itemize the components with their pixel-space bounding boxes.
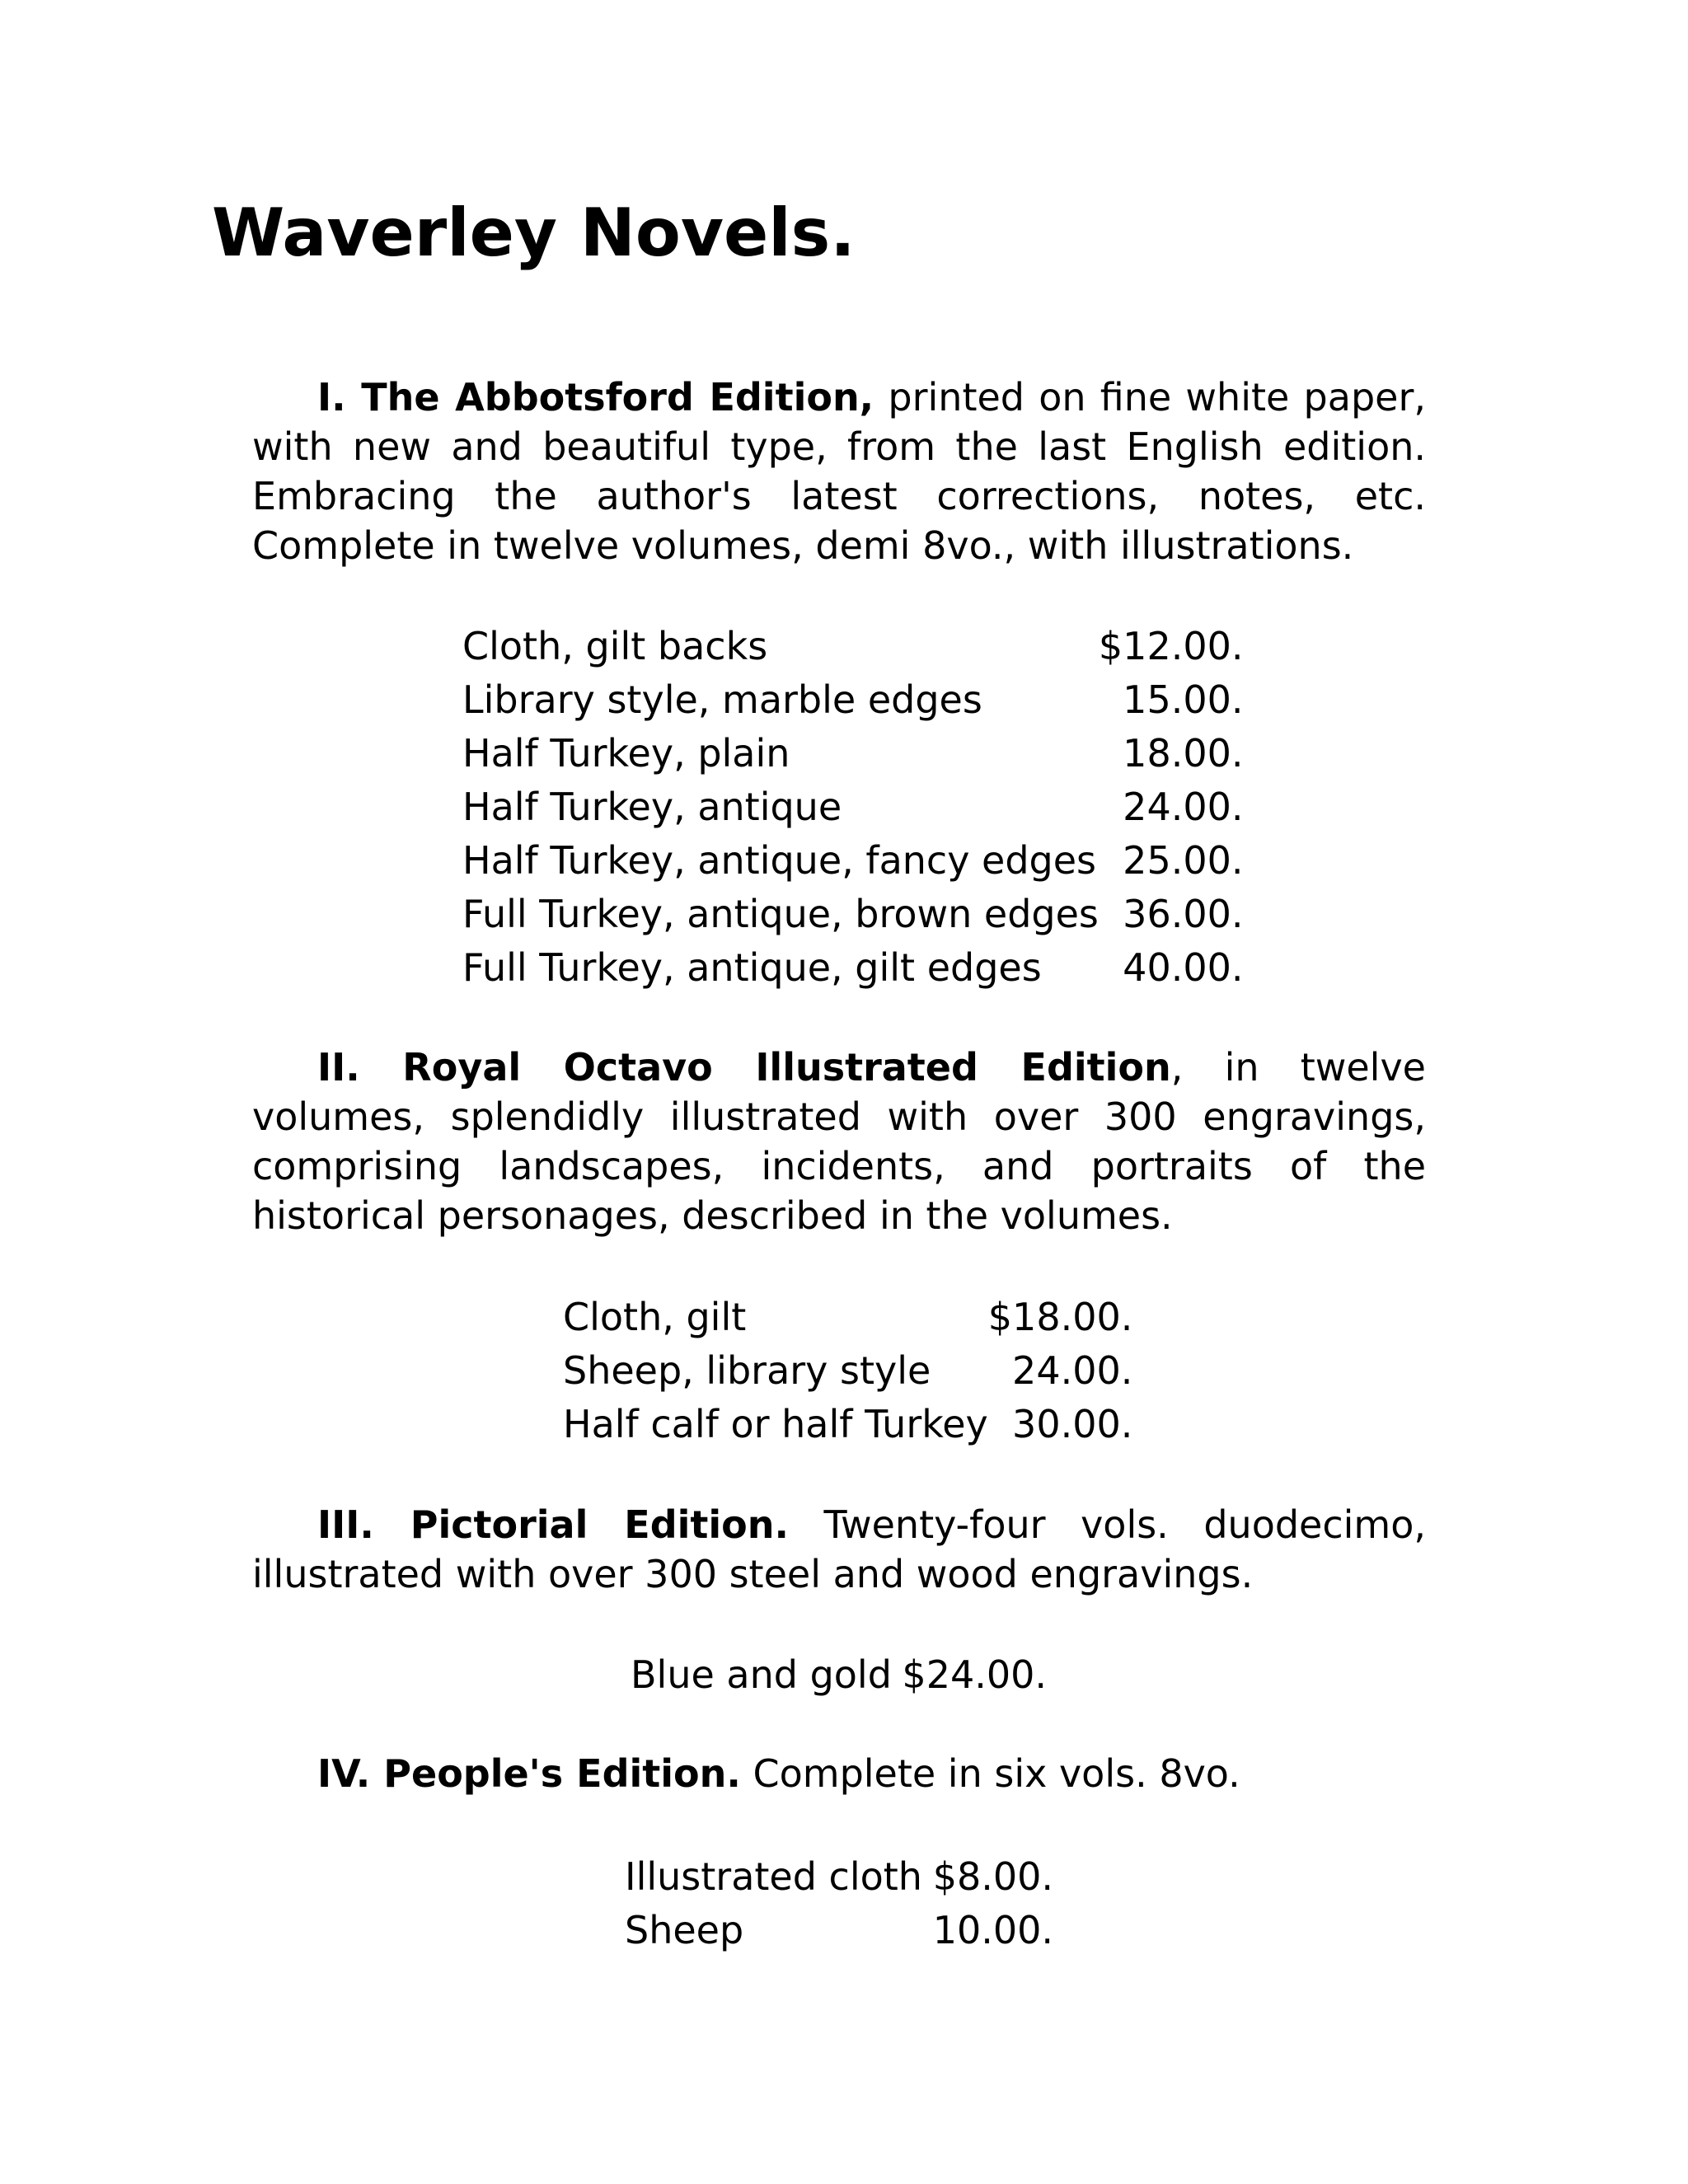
price-value: 36.00. <box>1123 891 1244 936</box>
edition-2-heading: II. Royal Octavo Illustrated Edition <box>317 1045 1171 1090</box>
price-row <box>625 1849 1053 1903</box>
edition-1-price-list <box>462 619 1243 994</box>
edition-2-description: , in twelve volumes, splendidly illustrated with over 300 engravings, comprising landscapes, incidents, and portraits of the historical personages, described in the volumes. <box>252 1045 1426 1238</box>
binding-label: Half calf or half Turkey <box>563 1401 988 1446</box>
price-value: 18.00. <box>1123 730 1244 776</box>
edition-3-description: Twenty-four vols. duodecimo, illustrated with over 300 steel and wood engravings. <box>252 1502 1426 1596</box>
edition-1-description: printed on fine white paper, with new and beautiful type, from the last English edition. Embracing the author's latest corrections, notes, etc. Complete in twelve volumes, demi 8vo., with illustrations. <box>252 375 1426 568</box>
edition-2-price-list <box>563 1290 1132 1451</box>
binding-label: Full Turkey, antique, gilt edges <box>462 944 1042 990</box>
edition-1-paragraph <box>252 373 1426 570</box>
edition-3-paragraph <box>252 1500 1426 1599</box>
price-row <box>462 673 1243 726</box>
edition-4-heading: IV. People's Edition. <box>317 1751 741 1796</box>
price-value: 15.00. <box>1123 677 1244 722</box>
binding-label: Cloth, gilt backs <box>462 623 768 668</box>
edition-3-heading: III. Pictorial Edition. <box>317 1502 789 1547</box>
price-value: $24.00. <box>902 1652 1047 1697</box>
price-row <box>563 1397 1132 1451</box>
edition-1-heading: I. The Abbotsford Edition, <box>317 375 874 419</box>
price-row <box>462 940 1243 994</box>
price-row <box>462 780 1243 833</box>
binding-label: Sheep <box>625 1907 744 1952</box>
binding-label: Half Turkey, antique <box>462 784 842 829</box>
price-row <box>462 887 1243 940</box>
edition-3-price-list <box>631 1647 1047 1701</box>
price-value: $18.00. <box>987 1294 1133 1339</box>
price-value: 24.00. <box>1012 1347 1133 1393</box>
binding-label: Full Turkey, antique, brown edges <box>462 891 1099 936</box>
binding-label: Library style, marble edges <box>462 677 982 722</box>
price-value: 40.00. <box>1123 944 1244 990</box>
price-value: 24.00. <box>1123 784 1244 829</box>
price-row <box>563 1343 1132 1397</box>
price-value: 30.00. <box>1012 1401 1133 1446</box>
price-row <box>625 1903 1053 1957</box>
page-title: Waverley Novels. <box>212 194 856 271</box>
price-value: 10.00. <box>932 1907 1053 1952</box>
binding-label: Half Turkey, plain <box>462 730 790 776</box>
edition-4-price-list <box>625 1849 1053 1957</box>
price-row <box>631 1647 1047 1701</box>
price-row <box>462 726 1243 780</box>
edition-4-paragraph <box>252 1749 1426 1798</box>
price-value: $12.00. <box>1098 623 1244 668</box>
price-row <box>462 619 1243 673</box>
binding-label: Illustrated cloth <box>625 1854 922 1899</box>
price-row <box>462 833 1243 887</box>
binding-label: Half Turkey, antique, fancy edges <box>462 837 1097 883</box>
price-value: 25.00. <box>1123 837 1244 883</box>
price-value: $8.00. <box>932 1854 1053 1899</box>
binding-label: Blue and gold <box>631 1652 892 1697</box>
edition-2-paragraph <box>252 1043 1426 1240</box>
binding-label: Cloth, gilt <box>563 1294 747 1339</box>
price-row <box>563 1290 1132 1343</box>
edition-4-description: Complete in six vols. 8vo. <box>740 1751 1240 1796</box>
binding-label: Sheep, library style <box>563 1347 931 1393</box>
